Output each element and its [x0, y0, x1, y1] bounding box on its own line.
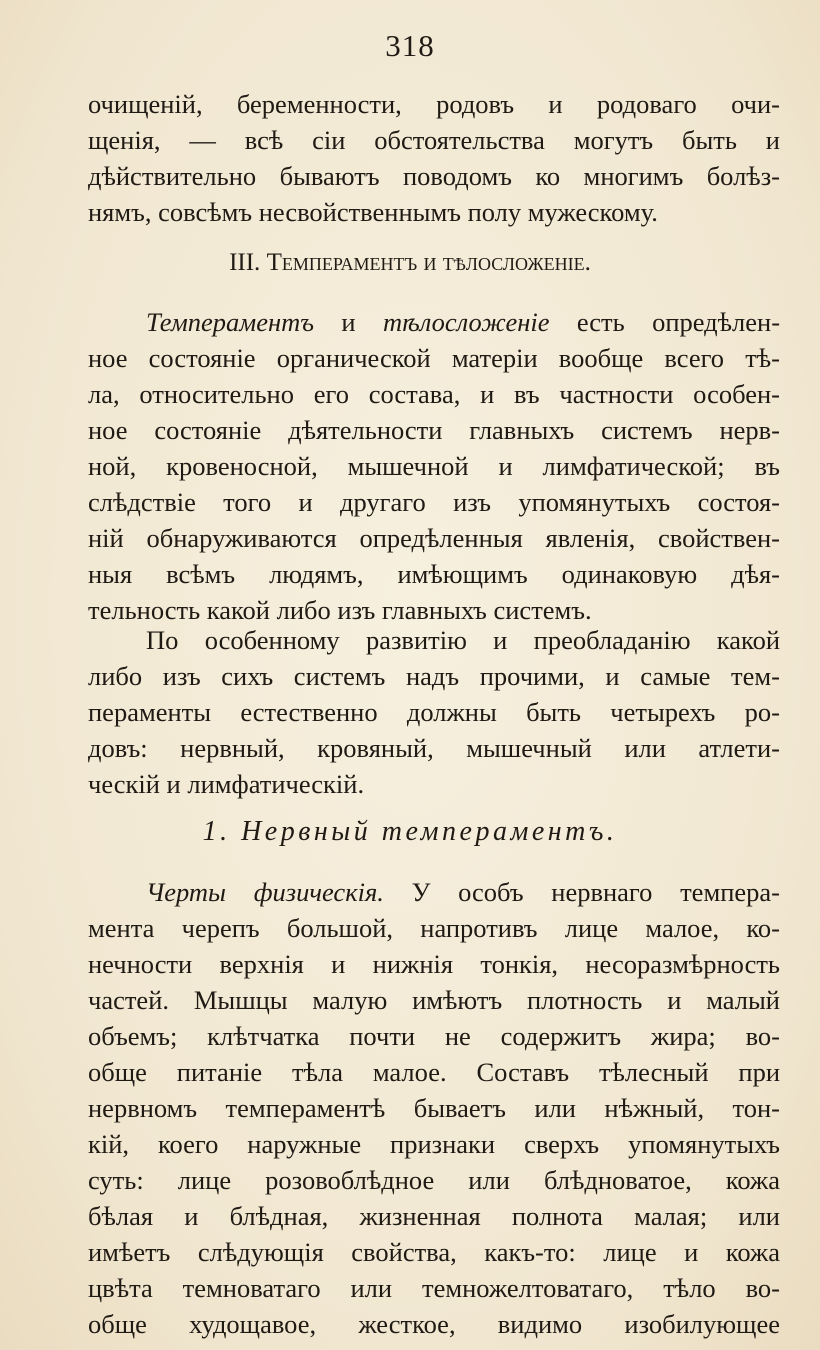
text-line-first	[88, 874, 780, 910]
text-line: ла, относительно его состава, и въ частности особен-	[88, 379, 780, 409]
section-title: Темпераментъ и тѣлосложеніе.	[266, 249, 591, 276]
text-line: нервномъ темпераментѣ бываетъ или нѣжный, тон-	[88, 1093, 780, 1123]
paragraph-temperament-kinds	[88, 622, 780, 802]
text-line-first	[88, 304, 780, 340]
text-line: цвѣта темноватаго или темножелтоватаго, тѣло во-	[88, 1273, 780, 1303]
text-line: ное состояніе органической матеріи вообще всего тѣ-	[88, 343, 780, 373]
text-line: нечности верхнія и нижнія тонкія, несоразмѣрность	[88, 949, 780, 979]
text-line: ное состояніе дѣятельности главныхъ системъ нерв-	[88, 415, 780, 445]
paragraph-continuation	[88, 86, 780, 230]
text-line: частей. Мышцы малую имѣютъ плотность и малый	[88, 985, 780, 1015]
text-line: ныя всѣмъ людямъ, имѣющимъ одинаковую дѣя-	[88, 559, 780, 589]
text-line: объемъ; клѣтчатка почти не содержитъ жира; во-	[88, 1021, 780, 1051]
text-line: ческій и лимфатическій.	[88, 769, 365, 799]
term-temperament: Темпераментъ	[146, 307, 315, 337]
text-line: обще питаніе тѣла малое. Составъ тѣлесный при	[88, 1057, 780, 1087]
lead-physical-traits: Черты физическія.	[146, 877, 384, 907]
conjunction: и	[341, 307, 356, 337]
text-line: тельность какой либо изъ главныхъ системъ.	[88, 595, 592, 625]
text-line: бѣлая и блѣдная, жизненная полнота малая; или	[88, 1201, 780, 1231]
text-line: очищеній, беременности, родовъ и родоваго очи-	[88, 89, 780, 119]
text-line: обще худощавое, жесткое, видимо изобилующее	[88, 1309, 780, 1339]
term-body-build: тѣлосложеніе	[382, 307, 550, 337]
text-line: имѣетъ слѣдующія свойства, какъ-то: лице и кожа	[88, 1237, 780, 1267]
paragraph-nervous-temperament	[88, 874, 780, 1342]
text-line: По особенному развитію и преобладанію какой	[146, 625, 780, 655]
text-line: либо изъ сихъ системъ надъ прочими, и самые тем-	[88, 661, 780, 691]
text-line: пераменты естественно должны быть четырехъ ро-	[88, 697, 780, 727]
text-line: слѣдствіе того и другаго изъ упомянутыхъ состоя-	[88, 487, 780, 517]
page-number: 318	[385, 28, 435, 63]
text-line: довъ: нервный, кровяный, мышечный или атлети-	[88, 733, 780, 763]
text-line: щенія, — всѣ сіи обстоятельства могутъ быть и	[88, 125, 780, 155]
paragraph-temperament-definition	[88, 304, 780, 628]
subsection-heading: 1. Нервный темпераментъ.	[202, 816, 618, 847]
text-line: кій, коего наружные признаки сверхъ упомянутыхъ	[88, 1129, 780, 1159]
section-numeral: III.	[229, 249, 261, 276]
text-line: мента черепъ большой, напротивъ лице малое, ко-	[88, 913, 780, 943]
text-line: суть: лице розовоблѣдное или блѣдноватое, кожа	[88, 1165, 780, 1195]
text-line: нямъ, совсѣмъ несвойственнымъ полу мужескому.	[88, 197, 658, 227]
text-line: ній обнаруживаются опредѣленныя явленія, свойствен-	[88, 523, 780, 553]
first-line-rest: У особъ нервнаго темпера-	[411, 877, 780, 907]
section-heading	[0, 249, 820, 277]
first-line-rest: есть опредѣлен-	[576, 307, 781, 337]
text-line: дѣйствительно бываютъ поводомъ ко многимъ болѣз-	[88, 161, 780, 191]
text-line: ной, кровеносной, мышечной и лимфатической; въ	[88, 451, 780, 481]
